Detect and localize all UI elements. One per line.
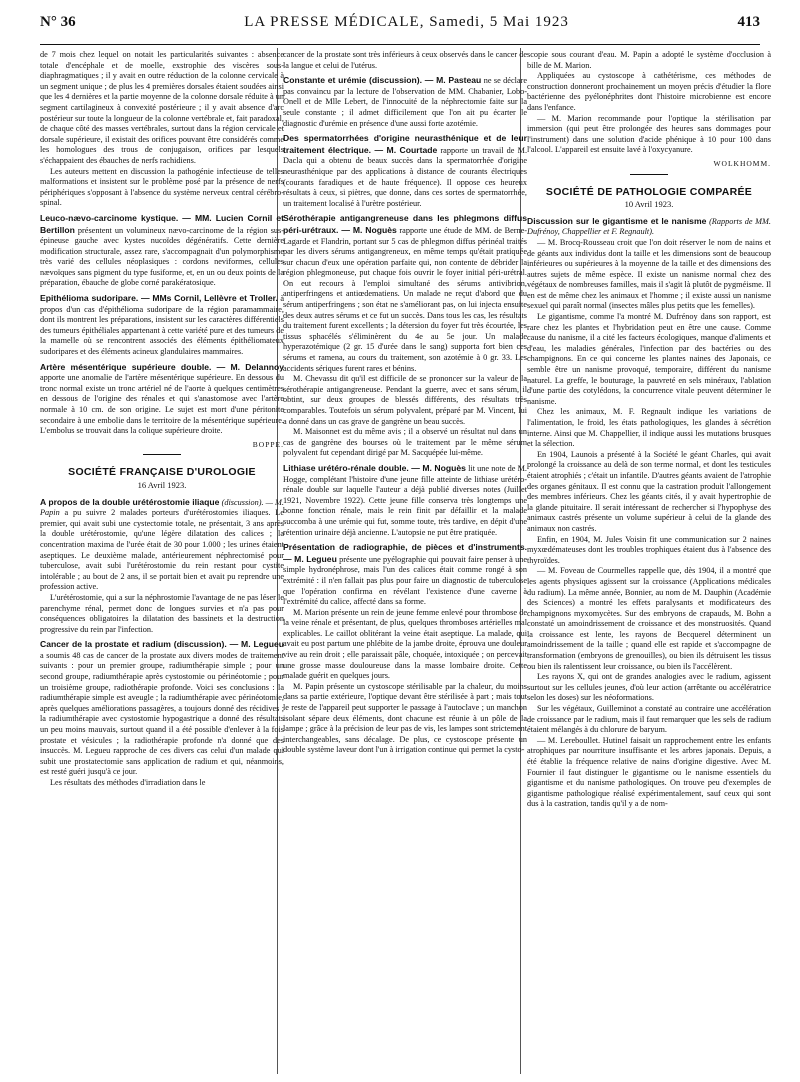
article-heading: Constante et urémie (discussion). — M. Pasteau — [283, 75, 482, 86]
column-2 — [283, 50, 527, 756]
paragraph: — M. Foveau de Courmelles rappelle que, dès 1904, il a montré que les agents physiques agissent sur la croissance (Applications médicales du radium). La même année, Bonnier, au nom de M. Dauphin (Académie des Sciences) a montré les effets paralysants et modificateurs des champignons myxomycètes. Sur des embryons de crapauds, M. Bohn a constaté un amoindrissement de croissance et des monstruosités. Quand la croissance est lente, les rayons de Becquerel déterminent un amoindrissement de la taille ; quand elle est rapide et s'accompagne de transformation (embryons de grenouilles), ou bien ils détruisent les tissus ou bien ils ralentissent leur croissance, ou bien ils l'accélèrent. — [527, 566, 771, 671]
article-entry — [283, 133, 527, 209]
column-1 — [40, 50, 284, 789]
article-heading-cont: (Rapports de MM. Dufrénoy, Chappellier et F. Regnault). — [527, 216, 771, 237]
article-heading: Présentation de radiographie, de pièces et d'instruments. — M. Legueu — [283, 542, 527, 564]
article-heading: Lithiase urétéro-rénale double. — M. Noguès — [283, 462, 466, 473]
paragraph: En 1904, Launois a présenté à la Société le géant Charles, qui avait prolongé la croissance au delà de son terme normal, et dont les testicules étaient atrophiés ; c'était un infantile. D'autres géants avaient de l'atrophie des organes génitaux. Il est connu que la castration produit l'allongement des membres inférieurs. Chez les géants cités, il y avait hypertrophie de la glande pituitaire. Il serait intéressant de rechercher si l'hypophyse des animaux castrés présente un volume supérieur à celui de la glande des animaux non castrés. — [527, 449, 771, 533]
issue-date: Samedi, 5 Mai 1923 — [429, 14, 569, 30]
paragraph: M. Maisonnet est du même avis ; il a observé un résultat nul dans un cas de gangrène des bourses où le traitement par le même sérum polyvalent fut cependant dirigé par M. Sacquépée lui-même. — [283, 427, 527, 458]
article-entry — [527, 216, 771, 238]
paragraph: M. Chevassu dit qu'il est difficile de se prononcer sur la valeur de la sérothérapie antigangreneuse. Pendant la guerre, avec et sans sérum, il obtint, sur deux groupes de blessés différents, des résultats très comparables. Toutefois un sérum polyvalent, préparé par M. Vincent, lui a donné dans un cas grave de gangrène un beau succès. — [283, 374, 527, 426]
author-signature: BOPPE. — [252, 439, 284, 449]
article-heading: Epithélioma sudoripare. — MMs Cornil, Lellèvre et Troller. — [40, 293, 278, 304]
section-rule — [630, 174, 668, 175]
paragraph: M. Marion présente un rein de jeune femme enlevé pour thrombose de la veine rénale et présentant, de plus, quelques thromboses artérielles mal explicables. Le caillot oblitérant la veine était aseptique. La malade, qui avait eu post partum une phlébite de la jambe droite, éprouva une douleur vive au rein droit ; elle paraissait pâle, choquée, intoxiquée ; on percevait une grosse masse douloureuse dans la masse lombaire droite. Cette malade guérit en quelques jours. — [283, 607, 527, 681]
journal-title-line — [244, 14, 569, 31]
paragraph: Le gigantisme, comme l'a montré M. Dufrénoy dans son rapport, est rare chez les plantes et l'hybridation peut en être une cause. Comme cause du nanisme, il a cité les facteurs écologiques, manque d'aliments et d'eau, les maladies générales, l'infection par des bactéries ou des champignons. En ce qui concerne les plantes naines des Japonais, ce semble être un nanisme provoqué, temporaire, différent du nanisme naturel. La greffe, le bouturage, la pauvreté en sels minéraux, l'ablation d'une partie des cotylédons, la concurrence vitale peuvent déterminer le nanisme. — [527, 312, 771, 406]
paragraph: — M. Marion recommande pour l'optique la stérilisation par immersion (qui peut être prolongée des heures sans dommages pour l'instrument) dans une solution d'acide phénique à 10 pour 100 dans l'alcool. L'appareil est ensuite lavé à l'oxycyanure. — [527, 113, 771, 155]
page-number: 413 — [737, 14, 760, 30]
society-title: SOCIÉTÉ FRANÇAISE D'UROLOGIE — [68, 466, 256, 479]
paragraph: Appliquées au cystoscope à cathétérisme, ces méthodes de construction donneront prochainement un moyen précis d'étudier la flore bactérienne des pyélonéphrites dont l'histoire microbienne est encore dans l'enfance. — [527, 71, 771, 112]
paragraph: présentent un volumineux nævo-carcinome de la région sus-épineuse gauche avec kystes nucoïdes dégénératifs. Cette dernière modification structurale, assez rare, s'accompagnait d'un polymorphisme très varié des cellules néoplasiques : cordons neviformes, cellules nævoïques sans pigment du type fusiforme, et, en un ou deux points de la préparation, ébauche de globe corné parakératosique. — [40, 225, 284, 288]
article-heading: Discussion sur le gigantisme et le nanisme — [527, 215, 707, 226]
article-heading: Artère mésentérique supérieure double. — M. Delannoy — [40, 361, 284, 372]
paragraph: a pu suivre 2 malades porteurs d'urétérostomies iliaques. Le premier, qui avait subi une cystectomie totale, ne présentait, 3 ans après la double urétérostomie, qu'une légère dilatation des calices ; la concentration maxima de l'urée était de 30 pour 1.000 ; les urines étaient aseptiques. Le deuxième malade, antérieurement néphrectomisé pour tuberculose, avait subi l'urétérostomie du rein restant pour cystite intolérable ; au bout de 2 ans, il se portait bien et avait pu reprendre une profession active. — [40, 508, 284, 592]
column-3 — [527, 50, 771, 810]
paragraph: ne se déclare pas convaincu par la lecture de l'observation de MM. Chabanier, Lobo-Onell et de Mlle Lebert, de l'innocuité de la néphrectomie faite sur la seule constante ; il admet difficilement que l'on ait pu écarter le diagnostic d'urémie en présence d'une aussi forte azotémie. — [283, 76, 527, 128]
section-rule — [143, 454, 181, 455]
author-signature: WOLKHOMM. — [713, 158, 771, 168]
paragraph: Les rayons X, qui ont de grandes analogies avec le radium, agissent surtout sur les cellules jeunes, d'où leur action (arrêtante ou accélératrice selon les doses) sur les néoformations. — [527, 672, 771, 703]
society-title: SOCIÉTÉ DE PATHOLOGIE COMPARÉE — [545, 185, 753, 198]
article-heading: Sérothérapie antigangreneuse dans les phlegmons diffus péri-urétraux. — M. Noguès — [283, 213, 527, 235]
paragraph: M. Papin présente un cystoscope stérilisable par la chaleur, du moins dans sa partie extérieure, l'optique devant être stérilisée à part ; mais tout le reste de l'appareil peut supporter le passage à l'autoclave ; un manchon isolant sépare deux éléments, dont chacune est réunie à un pôle de la lampe ; grâce à la précision de leur pas de vis, les lampes sont strictement interchangeables, sans décalage. De plus, ce cystoscope présente un double système laveur dont l'un à irrigation continue qui permet la cysto- — [283, 681, 527, 755]
paragraph: — M. Lereboullet. Hutinel faisait un rapprochement entre les enfants atrophiques par nourriture insuffisante et les arbres japonais. Depuis, a été établie la fréquence relative de nains d'origine digestive. Avec M. Fournier il faut distinguer le gigantisme ou le nanisme essentiels du gigantisme et du nanisme pathologiques. On trouve peu d'exemples de gigantisme pathologique réalisé expérimentalement, sauf ceux qui sont dus à la castration, tandis qu'il y a de nom- — [527, 735, 771, 809]
paragraph: — M. Brocq-Rousseau croit que l'on doit réserver le nom de nains et de géants aux individus dont la taille et les dimensions sont de beaucoup inférieures ou supérieures à la moyenne de la taille et des dimensions des autres sujets de même espèce. Il existe un nanisme normal chez des végétaux de nombreuses familles, mais il s'agit là plutôt de pygméisme. Il en est de même chez les animaux et l'homme ; il existe aussi un nanisme sexuel qui paraît normal (insectes mâles plus petits que les femelles). — [527, 237, 771, 311]
paragraph: cancer de la prostate sont très inférieurs à ceux observés dans le cancer de la langue et celui de l'utérus. — [283, 50, 527, 70]
paragraph: apporte une anomalie de l'artère mésentérique supérieure. En dessous du tronc normal existe un tronc artériel né de l'aorte à quelques centimètres en dessous de l'origine des rénales et qui s'anastomose avec l'artère normale à 10 cm. de son origine. Le sujet est mort d'une péritonite secondaire à une embolie dans le territoire de la mésentérique supérieure. L'embolus se trouvait dans la colique supérieure droite. — [40, 373, 284, 436]
article-entry — [40, 293, 284, 358]
header-rule — [40, 44, 760, 45]
session-date: 10 Avril 1923. — [624, 199, 674, 210]
paragraph: Chez les animaux, M. F. Regnault indique les variations de l'alimentation, le froid, les états pathologiques, les glandes à sécrétion interne. Ainsi que M. Chappellier, il indique aussi les mutations brusques et la sélection. — [527, 407, 771, 449]
paragraph: à propos d'un cas d'épithélioma sudoripare de la région paramammaire, dont ils montrent les préparations, insistent sur les caractères différentiels des tumeurs épithéliales appartenant à cette variété pure et des tumeurs de la mamelle où se rencontrent associés des éléments épithéliomateux sudoripares et des éléments acineux glandulaires mammaires. — [40, 294, 284, 357]
paragraph: Les résultats des méthodes d'irradiation dans le — [50, 778, 206, 787]
article-heading-cont: (discussion). — M. Papin — [40, 497, 284, 518]
paragraph: rapporte une étude de MM. de Berne-Lagarde et Flandrin, portant sur 5 cas de phlegmon diffus périnéal traités par les divers sérums antigangreneux, en même temps qu'était pratiquée sur chacun d'eux une opération parfaite qui, non contente de débrider la région phlegmoneuse, put chaque fois ouvrir le foyer initial péri-urétral. On eut recours à l'emploi simultané des sérums antivibrion, antiperfringens et antiœdematiens. Un malade ne reçut d'abord que du sérum antiperfringens ; son état ne s'améliorant pas, on lui injecta ensuite des deux autres sérums et ce fut un succès. Dans tous les cas, les résultats du traitement furent excellents ; la détersion du foyer fut très écourtée, les tissus sphacélés s'éliminèrent du 4e au 5e jour. Un malade hyperazotémique (2 gr. 15 d'urée dans le sang) supporta fort bien ces sérums et ramena, au cours du traitement, son azotémie à 0 gr. 33. Les accidents sériques furent rares et bénins. — [283, 225, 528, 373]
paragraph: présente une pyélographie qui pouvait faire penser à une simple hydronéphrose, mais l'un des calices était comme rongé à son extrémité : il n'en fallait pas plus pour faire un diagnostic de tuberculose que l'opération confirma en révélant l'existence d'une caverne à l'extrémité du calice, affecté dans sa forme. — [283, 554, 528, 607]
paragraph: Enfin, en 1904, M. Jules Voisin fit une communication sur 2 naines myxœdémateuses dont les troubles trophiques étaient dus à l'absence des thyroïdes. — [527, 534, 771, 565]
article-entry — [283, 463, 527, 538]
article-heading: Des spermatorrhées d'origine neurasthénique et de leur traitement électrique. — M. Courtade — [283, 133, 527, 155]
paragraph: lit une note de M. Hogge, complétant l'histoire d'une jeune fille atteinte de lithiase urétéro-rénale double sur laquelle l'auteur a déjà publié diverses notes (Juillet 1921, Novembre 1922). Cette jeune fille conserva très longtemps une bonne fonction rénale, mais le rein finit par défaillir et la malade succomba à une urémie qui fut, somme toute, très tardive, en dépit d'une rétention urinaire déjà ancienne. L'autopsie ne put être pratiquée. — [283, 463, 527, 537]
article-heading: Leuco-nævo-carcinome kystique. — MM. Lucien Cornil et Bertillon — [40, 212, 284, 235]
article-entry — [40, 213, 284, 289]
article-entry — [40, 497, 284, 593]
article-entry — [283, 75, 527, 129]
session-date: 16 Avril 1923. — [137, 479, 187, 490]
article-entry — [40, 639, 284, 778]
paragraph: Les auteurs mettent en discussion la pathogénie infectieuse de telles malformations et insistent sur le problème posé par la présence de nerfs périphériques s'opposant à l'absence du système nerveux central cérébro-spinal. — [40, 166, 284, 208]
article-heading: A propos de la double urétérostomie iliaque — [40, 496, 220, 507]
paragraph: scopie sous courant d'eau. M. Papin a adopté le système d'occlusion à bille de M. Marion. — [527, 50, 771, 70]
article-entry — [283, 213, 527, 374]
paragraph: L'urétérostomie, qui a sur la néphrostomie l'avantage de ne pas léser le parenchyme rénal, permet donc de longues survies et n'a pas pour conséquences obligatoires la dilatation des bassinets et la destruction progressive du rein par l'infection. — [40, 592, 284, 634]
article-entry — [40, 362, 284, 437]
paragraph: rapporte un travail de M. Dacla qui a obtenu de beaux succès dans la spermatorrhée d'origine neurasthénique par des applications à distance de courants électriques (courants faradiques et de haute fréquence). Il oppose ces heureux résultats à ceux, si piètres, que donne, dans ces sortes de spermatorrhée, un traitement localisé à l'urètre postérieur. — [283, 145, 528, 208]
paragraph: a soumis 48 cas de cancer de la prostate aux divers modes de traitement suivants : pour un premier groupe, radiumthérapie simple ; pour un second groupe, radiumthérapie après cystostomie ou périnéotomie ; pour un troisième groupe, radiothérapie profonde. Voici ses conclusions : la radiumthérapie simple est aveugle ; la radiumthérapie avec périnéotomie, après quelques améliorations passagères, a toujours donné des récidives ; la radiumthérapie avec cystostomie hypogastrique a donné des résultats un peu moins mauvais, surtout quand il a été possible d'enlever à la fois prostate et vésicules ; la radiothérapie profonde n'a donné que des insuccès. M. Legueu rapproche de ces divers cas celui d'un malade qui subit une prostatectomie sans application de radium et qui, néanmoins, est resté guéri jusqu'à ce jour. — [40, 650, 284, 777]
paragraph: de 7 mois chez lequel on notait les particularités suivantes : absence totale d'encéphale et de moelle, exstrophie des viscères sous-diaphragmatiques ; il y avait en outre réduction de la colonne cervicale à un segment unique ; de plus les 4 premières dorsales étaient soudées ainsi que les 4 dernières et la partie moyenne de la colonne dorsale réduite à un segment cartilagineux à convexité postérieure ; il y avait absence d'arc postérieur sur toute la longueur de la colonne vertébrale et, fait paradoxal, de chaque côté des masses vertébrales, surtout dans la région cervicale et dorsale supérieure, il existait des orifices pouvant être considérés comme les homologues des trous de conjugaison, orifices par lesquels s'échappaient des ébauches de nerfs rachidiens. — [40, 50, 284, 165]
issue-number: N° 36 — [40, 14, 76, 30]
paragraph: Sur les végétaux, Guilleminot a constaté au contraire une accélération de croissance par le radium, mais il faut remarquer que les sels de radium étaient mélangés à du chlorure de baryum. — [527, 704, 771, 735]
running-header — [40, 14, 760, 42]
journal-title: LA PRESSE MÉDICALE, — [244, 14, 425, 30]
article-entry — [283, 542, 527, 608]
article-heading: Cancer de la prostate et radium (discussion). — M. Legueu — [40, 639, 284, 650]
